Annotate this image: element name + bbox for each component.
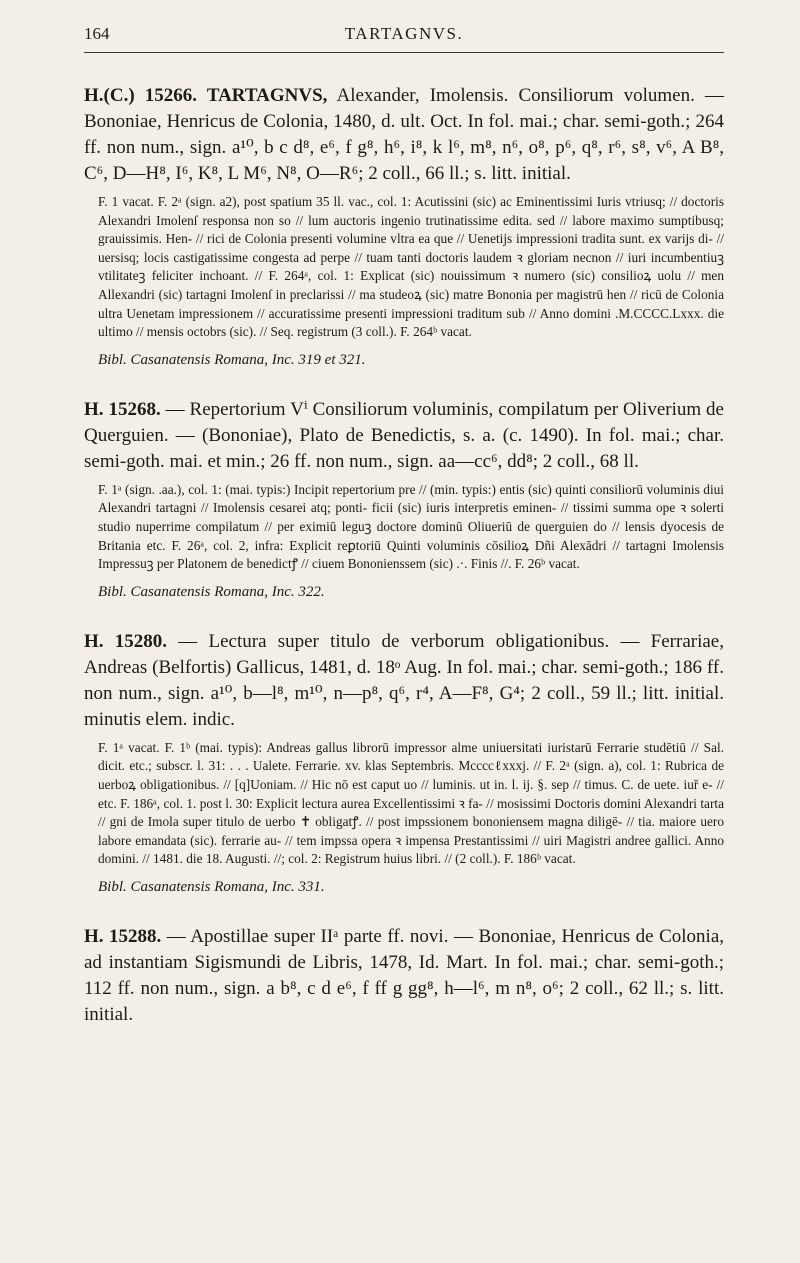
entry-description: — Apostillae super IIᵃ parte ff. novi. — Bononiae, Henricus de Colonia, ad instantiam Sigismundi de Libris, 1478, Id. Mart. In fol. mai.; char. semi-goth.; 112 ff. non num., sign. a b⁸, c d e⁶, f ff g gg⁸, h—l⁶, m n⁸, o⁶; 2 coll., 62 ll.; s. litt. initial. [84, 925, 724, 1025]
entry-library: Bibl. Casanatensis Romana, Inc. 319 et 321. [98, 351, 366, 368]
entry-library: Bibl. Casanatensis Romana, Inc. 331. [98, 878, 325, 895]
entry-heading [84, 83, 724, 187]
entry-description: Alexander, Imolensis. Consiliorum volumen. — Bononiae, Henricus de Colonia, 1480, d. ult. Oct. In fol. mai.; char. semi-goth.; 264 ff. non num., sign. a¹⁰, b c d⁸, e⁶, f g⁸, h⁶, i⁸, k l⁶, m⁸, n⁶, o⁸, p⁶, q⁸, r⁶, s⁸, v⁶, A B⁸, C⁶, D—H⁸, I⁶, K⁸, L M⁶, N⁸, O—R⁶; 2 coll., 66 ll.; s. litt. initial. [84, 85, 725, 184]
entry-transcription: F. 1ᵃ vacat. F. 1ᵇ (mai. typis): Andreas gallus librorū impressor alme uniuersitati iuristarū Ferrarie studētiū // Sal. dicit. etc.; subscr. l. 31: . . . Ualete. Ferrarie. xv. klas Septembris. Mccccℓxxxj. // F. 2ᵃ (sign. a), col. 1: Rubrica de uerboꝝ obligationibus. // [q]Uoniam. // Hic nō est caput uo // luminis. ut in. l. ij. §. sep // timus. C. de uete. iuř e- // etc. F. 186ᵃ, col. 1. post l. 30: Explicit lectura aurea Excellentissimi ꝛ fa- // mosissimi Doctoris domini Alexandri tarta // gni de Imola super titulo de uerbo ✝ obligatꝭ. // post impssionem bononiensem magna diligē- // tia. maiore uero labore emandata (sic). ferrarie au- // tem impssa opera ꝛ impensa Prestantissimi // uiri Magistri andree gallici. Anno domini. // 1481. die 18. Augusti. //; col. 2: Registrum huius libri. // (2 coll.). F. 186ᵇ vacat. [98, 739, 724, 867]
catalogue-entry [84, 397, 724, 601]
entry-id: H. 15268. [84, 398, 161, 420]
running-title: TARTAGNVS. [344, 24, 464, 43]
entry-transcription: F. 1ᵃ (sign. .aa.), col. 1: (mai. typis:) Incipit repertorium pre // (min. typis:) entis (sic) quinti consiliorū voluminis diui Alexandri tartagni // Imolensis cesarei atq; ponti- ficii (sic) iuris interpretis eminen- // tissimi summa ope ꝛ solerti studio nuperrime compilatum // per eximiū leguꝫ doctore dominū Oliueriū de querguien do // lensis dyocesis de Britania etc. F. 26ᵃ, col. 2, infra: Explicit reꝑtoriū Quinti voluminis cōsilioꝝ Dñi Alexādri // tartagni Imolensis Impressuꝫ per Platonem de benedictꝭ // ciuem Bononienssem (sic) .·. Finis //. F. 26ᵇ vacat. [98, 481, 724, 572]
entry-heading [84, 629, 724, 733]
catalogue-entry [84, 924, 724, 1028]
catalogue-entry [84, 83, 724, 369]
entry-description: — Lectura super titulo de verborum obligationibus. — Ferrariae, Andreas (Belfortis) Gallicus, 1481, d. 18ᵒ Aug. In fol. mai.; char. semi-goth.; 186 ff. non num., sign. a¹⁰, b—l⁸, m¹⁰, n—p⁸, q⁶, r⁴, A—F⁸, G⁴; 2 coll., 59 ll.; litt. initial. minutis elem. indic. [84, 630, 724, 730]
entry-heading [84, 397, 724, 475]
entry-id: H. 15280. [84, 630, 168, 652]
running-head [84, 22, 724, 53]
entry-id: H. 15288. [84, 925, 162, 947]
page-number: 164 [84, 24, 110, 43]
entry-heading [84, 924, 724, 1028]
catalogue-entry [84, 629, 724, 896]
entry-transcription: F. 1 vacat. F. 2ᵃ (sign. a2), post spatium 35 ll. vac., col. 1: Acutissini (sic) ac Eminentissimi Iuris vtriusq; // doctoris Alexandri Imolenſ responsa non so // lum auctoris ingenio trutinatissime edita. sed // labore maximo sumptibusq; grauissimis. Hen- // rici de Colonia presenti volumine vltra ea que // Uenetijs impressioni tradita sunt. ex varijs di- // uersisq; locis castigatissime congesta ad perpe // tuam tanti doctoris laudem ꝛ gloriam necnon // iuri incumbentiuꝫ vtilitateꝫ feliciter inchoant. // F. 264ᵃ, col. 1: Explicat (sic) nouissimum ꝛ numero (sic) consilioꝝ uolu // men Allexandri (sic) tartagni Imolenſ in preclarissi // ma studeoꝝ (sic) matre Bononia per magistrū hen // ricū de Colonia ultra Uenetam impressionem // accuratissime presenti impressioni traditum sub // Anno domini .M.CCCC.Lxxx. die ultimo // mensis octobrs (sic). // Seq. registrum (3 coll.). F. 264ᵇ vacat. [98, 194, 724, 340]
entry-description: — Repertorium Vⁱ Consiliorum voluminis, compilatum per Oliverium de Querguien. — (Bononiae), Plato de Benedictis, s. a. (c. 1490). In fol. mai.; char. semi-goth. mai. et min.; 26 ff. non num., sign. aa—cc⁶, dd⁸; 2 coll., 68 ll. [84, 398, 724, 472]
entry-library: Bibl. Casanatensis Romana, Inc. 322. [98, 583, 325, 600]
entry-id: H.(C.) 15266. TARTAGNVS, [84, 85, 328, 106]
